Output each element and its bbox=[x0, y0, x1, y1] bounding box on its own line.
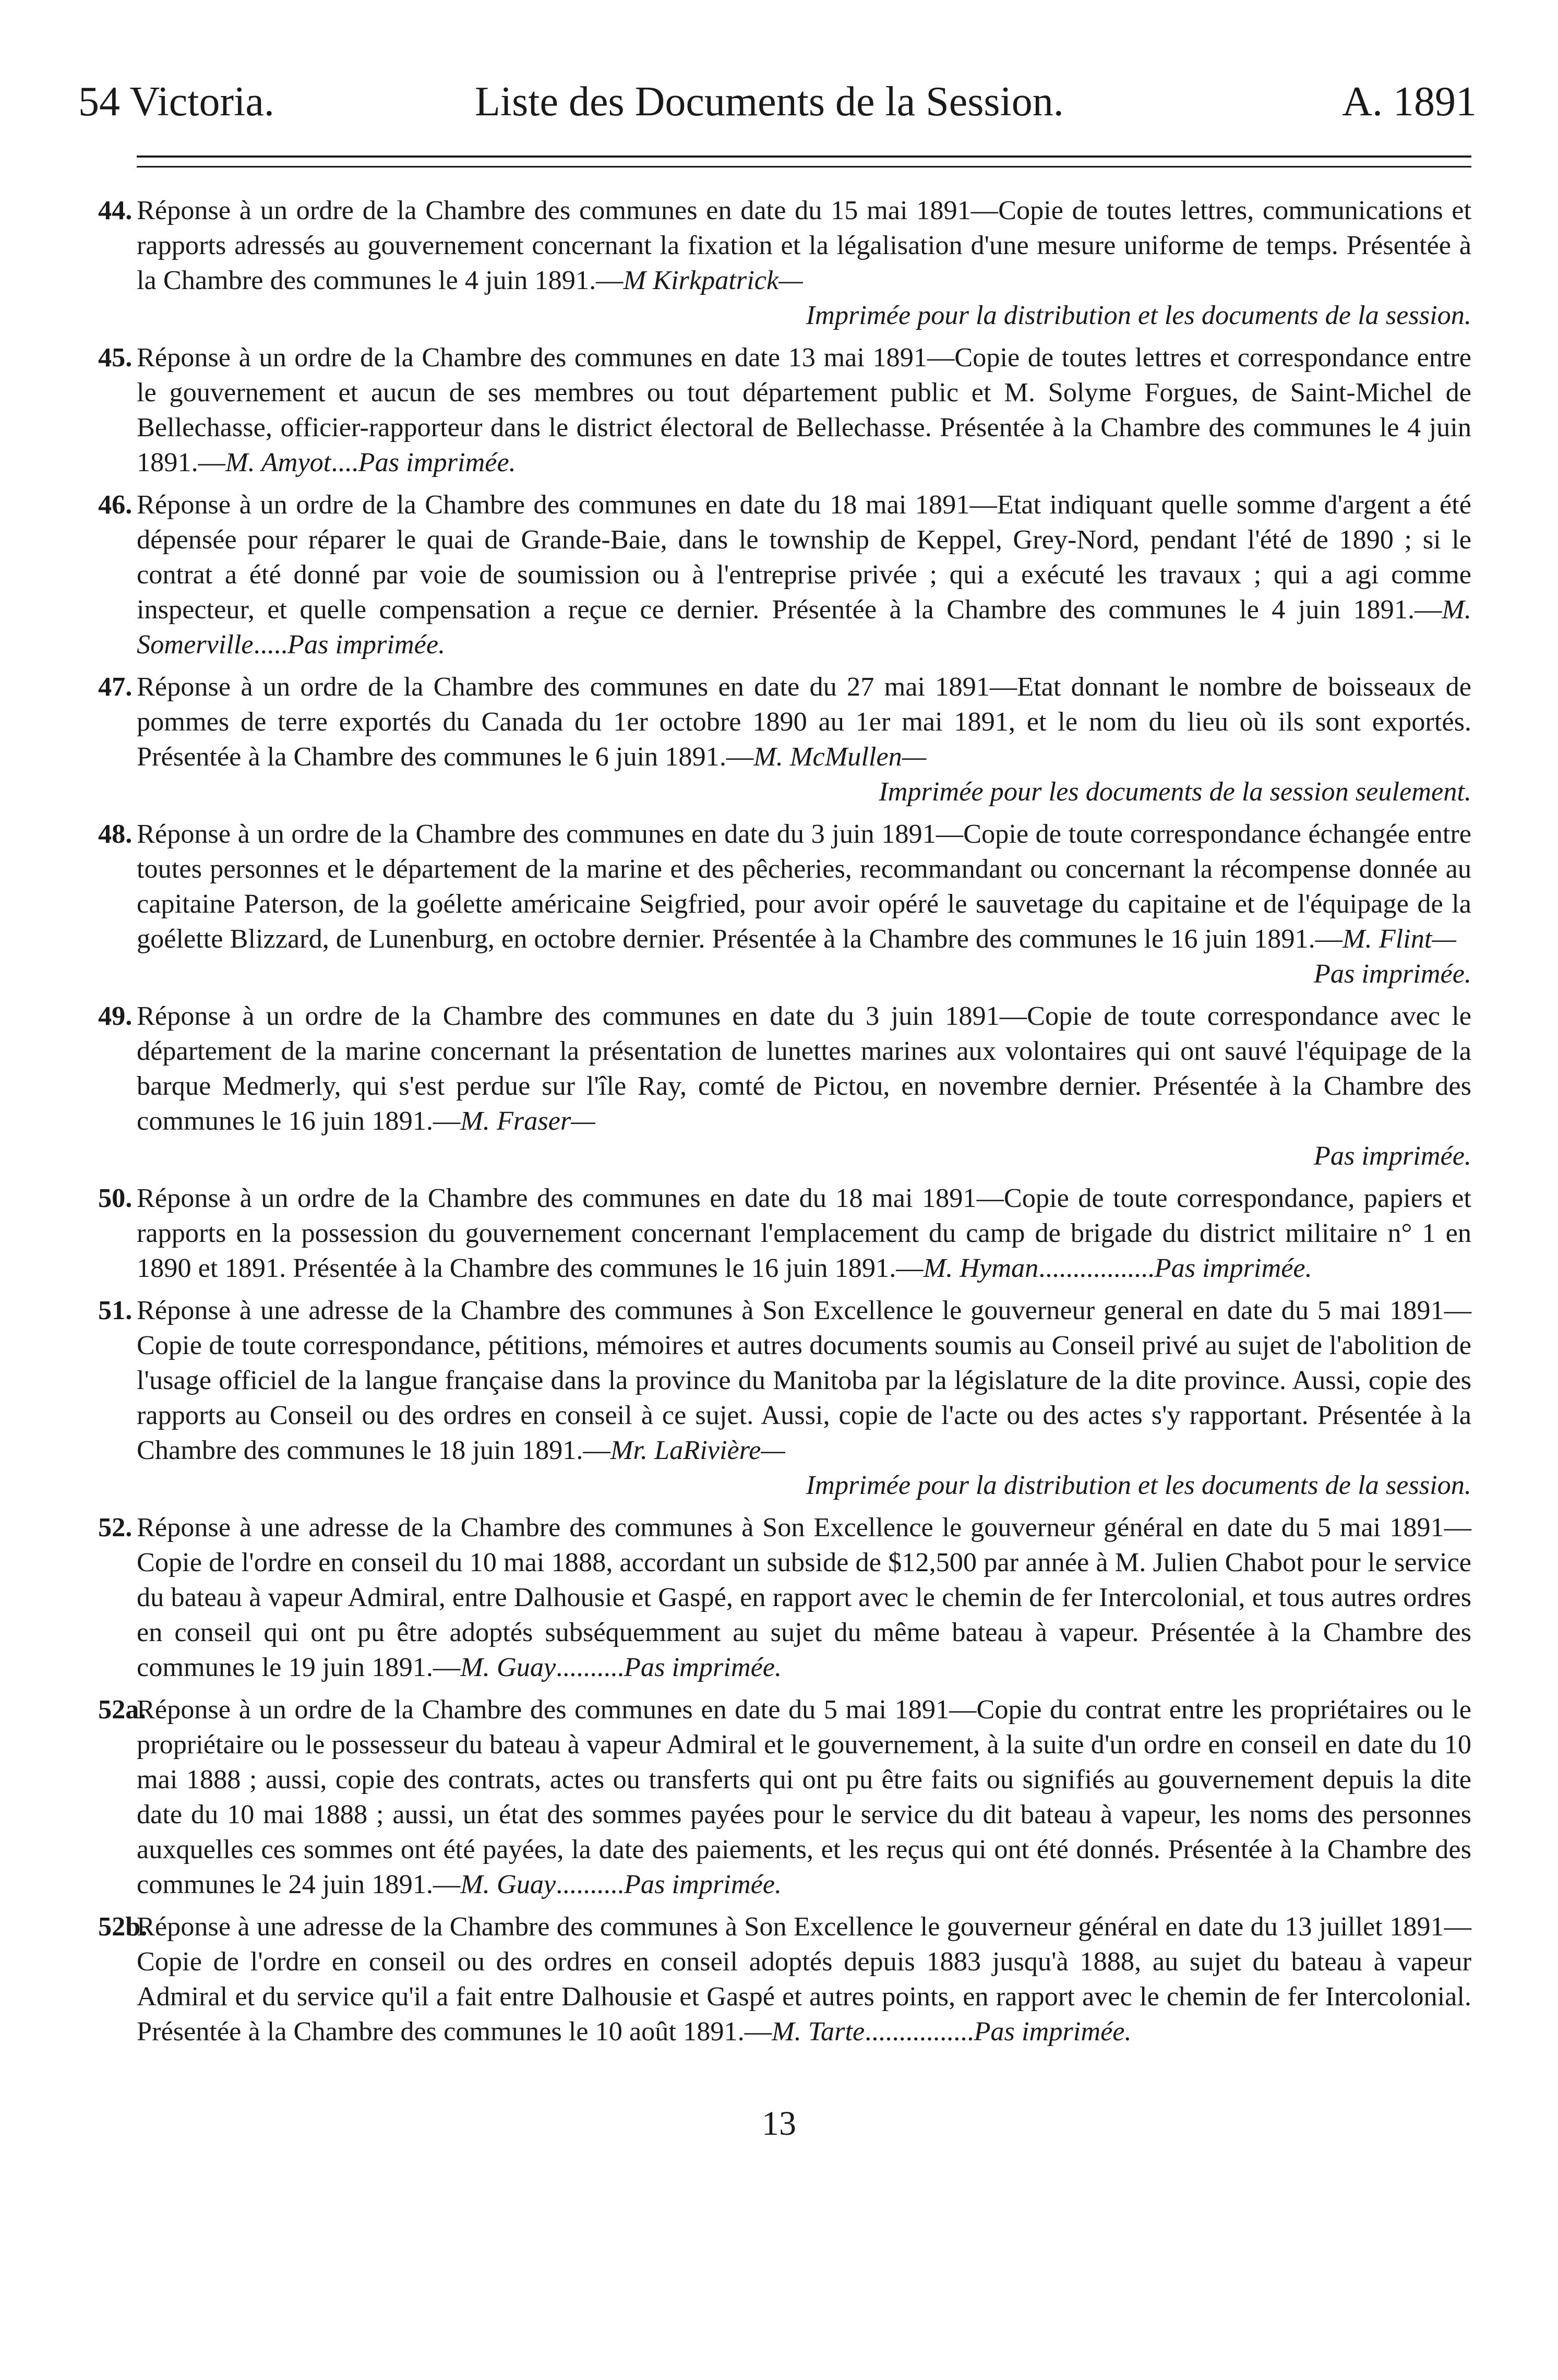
entry-member: M. Somerville bbox=[137, 594, 1471, 660]
entry-description: Réponse à un ordre de la Chambre des communes en date du 18 mai 1891—Copie de toute correspondance, papiers et rapports en la possession du gouvernement concernant l'emplacement du camp de brigade du district militaire n° 1 en 1890 et 1891. Présentée à la Chambre des communes le 16 juin 1891.— bbox=[137, 1183, 1471, 1283]
list-item bbox=[0, 1692, 1558, 1902]
list-item bbox=[0, 1909, 1558, 2049]
header-title: Liste des Documents de la Session. bbox=[475, 79, 1064, 125]
list-item bbox=[0, 669, 1558, 809]
entry-status: Pas imprimée. bbox=[974, 2016, 1132, 2047]
entry-number: 52b. bbox=[98, 1911, 148, 1942]
entry-status: Pas imprimée. bbox=[1154, 1253, 1312, 1283]
entry-description: Réponse à un ordre de la Chambre des communes en date du 15 mai 1891—Copie de toutes lettres, communications et rapports adressés au gouvernement concernant la fixation et la légalisation d'une mesure uniforme de temps. Présentée à la Chambre des communes le 4 juin 1891.— bbox=[137, 195, 1471, 295]
entry-status: Pas imprimée. bbox=[624, 1869, 782, 1899]
entry-text: Réponse à une adresse de la Chambre des communes à Son Excellence le gouverneur général en date du 13 juillet 1891—Copie de l'ordre en conseil ou des ordres en conseil adoptés depuis 1883 jusqu'à 1888, au sujet du bateau à vapeur Admiral et du service qu'il a fait entre Dalhousie et Gaspé et autres points, en rapport avec le chemin de fer Intercolonial. Présentée à la Chambre des communes le 10 août 1891.—M. Tarte................Pas imprimée. bbox=[137, 1911, 1471, 2047]
list-item bbox=[0, 1510, 1558, 1685]
entry-member: M. McMullen— bbox=[753, 741, 927, 772]
entry-number: 49. bbox=[98, 1001, 133, 1031]
entry-description: Réponse à une adresse de la Chambre des communes à Son Excellence le gouverneur général en date du 13 juillet 1891—Copie de l'ordre en conseil ou des ordres en conseil adoptés depuis 1883 jusqu'à 1888, au sujet du bateau à vapeur Admiral et du service qu'il a fait entre Dalhousie et Gaspé et autres points, en rapport avec le chemin de fer Intercolonial. Présentée à la Chambre des communes le 10 août 1891.— bbox=[137, 1911, 1471, 2047]
entry-description: Réponse à un ordre de la Chambre des communes en date du 3 juin 1891—Copie de toute correspondance échangée entre toutes personnes et le département de la marine et des pêcheries, recommandant ou concernant la récompense donnée au capitaine Paterson, de la goélette américaine Seigfried, pour avoir opéré le sauvetage du capitaine et de l'équipage de la goélette Blizzard, de Lunenburg, en octobre dernier. Présentée à la Chambre des communes le 16 juin 1891.— bbox=[137, 819, 1471, 954]
entry-number: 44. bbox=[98, 195, 133, 225]
list-item bbox=[0, 340, 1558, 480]
entry-status: Pas imprimée. bbox=[624, 1652, 782, 1682]
entry-number: 51. bbox=[98, 1295, 133, 1325]
entry-text bbox=[137, 669, 1471, 774]
entry-description: Réponse à un ordre de la Chambre des communes en date du 3 juin 1891—Copie de toute correspondance avec le département de la marine concernant la présentation de lunettes marines aux volontaires qui ont sauvé l'équipage de la barque Medmerly, qui s'est perdue sur l'île Ray, comté de Pictou, en novembre dernier. Présentée à la Chambre des communes le 16 juin 1891.— bbox=[137, 1001, 1471, 1136]
entry-member: M. Amyot bbox=[225, 447, 331, 477]
list-item bbox=[0, 1293, 1558, 1503]
entry-text bbox=[137, 1293, 1471, 1468]
entry-description: Réponse à une adresse de la Chambre des communes à Son Excellence le gouverneur general en date du 5 mai 1891—Copie de toute correspondance, pétitions, mémoires et autres documents soumis au Conseil privé au sujet de l'abolition de l'usage officiel de la langue française dans la province du Manitoba par la législature de la dite province. Aussi, copie des rapports au Conseil ou des ordres en conseil à ce sujet. Aussi, copie de l'acte ou des actes s'y rapportant. Présentée à la Chambre des communes le 18 juin 1891.— bbox=[137, 1295, 1471, 1465]
entry-number: 45. bbox=[98, 342, 133, 373]
entry-member: M. Flint— bbox=[1343, 924, 1456, 954]
entry-status: Imprimée pour la distribution et les documents de la session. bbox=[806, 300, 1471, 330]
entry-member: M. Guay bbox=[460, 1869, 556, 1899]
entry-member: M Kirkpatrick— bbox=[623, 265, 803, 295]
entry-description: Réponse à un ordre de la Chambre des communes en date du 18 mai 1891—Etat indiquant quelle somme d'argent a été dépensée pour réparer le quai de Grande-Baie, dans le township de Keppel, Grey-Nord, pendant l'été de 1890 ; si le contrat a été donné par voie de soumission ou à l'entreprise privée ; qui a exécuté les travaux ; qui a agi comme inspecteur, et quelle compensation a reçue ce dernier. Présentée à la Chambre des communes le 4 juin 1891.— bbox=[137, 489, 1471, 625]
entry-text: Réponse à un ordre de la Chambre des communes en date du 18 mai 1891—Copie de toute correspondance, papiers et rapports en la possession du gouvernement concernant l'emplacement du camp de brigade du district militaire n° 1 en 1890 et 1891. Présentée à la Chambre des communes le 16 juin 1891.—M. Hyman.................Pas imprimée. bbox=[137, 1183, 1471, 1283]
entry-status: Imprimée pour la distribution et les documents de la session. bbox=[806, 1470, 1471, 1500]
entry-text: Réponse à un ordre de la Chambre des communes en date 13 mai 1891—Copie de toutes lettres et correspondance entre le gouvernement et aucun de ses membres ou tout département public et M. Solyme Forgues, de Saint-Michel de Bellechasse, officier-rapporteur dans le district électoral de Bellechasse. Présentée à la Chambre des communes le 4 juin 1891.—M. Amyot....Pas imprimée. bbox=[137, 342, 1471, 477]
entry-status: Pas imprimée. bbox=[1313, 959, 1471, 989]
entry-description: Réponse à un ordre de la Chambre des communes en date 13 mai 1891—Copie de toutes lettres et correspondance entre le gouvernement et aucun de ses membres ou tout département public et M. Solyme Forgues, de Saint-Michel de Bellechasse, officier-rapporteur dans le district électoral de Bellechasse. Présentée à la Chambre des communes le 4 juin 1891.— bbox=[137, 342, 1471, 477]
entry-member: M. Hyman bbox=[923, 1253, 1039, 1283]
list-item bbox=[0, 487, 1558, 662]
header-year: A. 1891 bbox=[1342, 79, 1477, 125]
entry-member: M. Fraser— bbox=[460, 1106, 595, 1136]
page-header bbox=[78, 73, 1477, 130]
entry-text: Réponse à un ordre de la Chambre des communes en date du 18 mai 1891—Etat indiquant quelle somme d'argent a été dépensée pour réparer le quai de Grande-Baie, dans le township de Keppel, Grey-Nord, pendant l'été de 1890 ; si le contrat a été donné par voie de soumission ou à l'entreprise privée ; qui a exécuté les travaux ; qui a agi comme inspecteur, et quelle compensation a reçue ce dernier. Présentée à la Chambre des communes le 4 juin 1891.—M. Somerville.....Pas imprimée. bbox=[137, 489, 1471, 660]
entry-text: Réponse à un ordre de la Chambre des communes en date du 5 mai 1891—Copie du contrat entre les propriétaires ou le propriétaire ou le possesseur du bateau à vapeur Admiral et le gouvernement, à la suite d'un ordre en conseil en date du 10 mai 1888 ; aussi, copie des contrats, actes ou transferts qui ont pu être faits ou signifiés au gouvernement depuis la dite date du 10 mai 1888 ; aussi, un état des sommes payées pour le service du dit bateau à vapeur, les noms des personnes auxquelles ces sommes ont été payées, la date des paiements, et les reçus qui ont été donnés. Présentée à la Chambre des communes le 24 juin 1891.—M. Guay..........Pas imprimée. bbox=[137, 1694, 1471, 1899]
list-item bbox=[0, 999, 1558, 1174]
entry-description: Réponse à un ordre de la Chambre des communes en date du 27 mai 1891—Etat donnant le nombre de boisseaux de pommes de terre exportés du Canada du 1er octobre 1890 au 1er mai 1891, et le nom du lieu où ils sont exportés. Présentée à la Chambre des communes le 6 juin 1891.— bbox=[137, 672, 1471, 772]
entry-description: Réponse à une adresse de la Chambre des communes à Son Excellence le gouverneur général en date du 5 mai 1891—Copie de l'ordre en conseil du 10 mai 1888, accordant un subside de $12,500 par année à M. Julien Chabot pour le service du bateau à vapeur Admiral, entre Dalhousie et Gaspé, en rapport avec le chemin de fer Intercolonial, et tous autres ordres en conseil qui ont pu être adoptés subséquemment au sujet du même bateau à vapeur. Présentée à la Chambre des communes le 19 juin 1891.— bbox=[137, 1512, 1471, 1682]
entry-description: Réponse à un ordre de la Chambre des communes en date du 5 mai 1891—Copie du contrat entre les propriétaires ou le propriétaire ou le possesseur du bateau à vapeur Admiral et le gouvernement, à la suite d'un ordre en conseil en date du 10 mai 1888 ; aussi, copie des contrats, actes ou transferts qui ont pu être faits ou signifiés au gouvernement depuis la dite date du 10 mai 1888 ; aussi, un état des sommes payées pour le service du dit bateau à vapeur, les noms des personnes auxquelles ces sommes ont été payées, la date des paiements, et les reçus qui ont été donnés. Présentée à la Chambre des communes le 24 juin 1891.— bbox=[137, 1694, 1471, 1899]
entry-status: Pas imprimée. bbox=[358, 447, 516, 477]
header-volume: 54 Victoria. bbox=[78, 79, 274, 125]
entry-member: Mr. LaRivière— bbox=[610, 1435, 785, 1465]
header-rule-top bbox=[137, 156, 1471, 158]
entry-status: Pas imprimée. bbox=[1313, 1141, 1471, 1171]
entry-number: 52a. bbox=[98, 1694, 146, 1725]
entry-number: 52. bbox=[98, 1512, 133, 1542]
entry-status: Imprimée pour les documents de la session seulement. bbox=[879, 776, 1471, 807]
entry-text bbox=[137, 999, 1471, 1139]
entry-member: M. Tarte bbox=[772, 2016, 865, 2047]
entry-text bbox=[137, 817, 1471, 956]
entry-number: 50. bbox=[98, 1183, 133, 1213]
entry-number: 48. bbox=[98, 819, 133, 849]
entry-status: Pas imprimée. bbox=[287, 629, 446, 660]
list-item bbox=[0, 1181, 1558, 1286]
entry-member: M. Guay bbox=[460, 1652, 556, 1682]
list-item bbox=[0, 817, 1558, 991]
header-rule-bottom bbox=[137, 166, 1471, 168]
entry-text bbox=[137, 193, 1471, 298]
entry-text: Réponse à une adresse de la Chambre des communes à Son Excellence le gouverneur général en date du 5 mai 1891—Copie de l'ordre en conseil du 10 mai 1888, accordant un subside de $12,500 par année à M. Julien Chabot pour le service du bateau à vapeur Admiral, entre Dalhousie et Gaspé, en rapport avec le chemin de fer Intercolonial, et tous autres ordres en conseil qui ont pu être adoptés subséquemment au sujet du même bateau à vapeur. Présentée à la Chambre des communes le 19 juin 1891.—M. Guay..........Pas imprimée. bbox=[137, 1512, 1471, 1682]
entry-number: 46. bbox=[98, 489, 133, 520]
entry-number: 47. bbox=[98, 672, 133, 702]
list-item bbox=[0, 193, 1558, 333]
page-number: 13 bbox=[762, 2104, 796, 2143]
